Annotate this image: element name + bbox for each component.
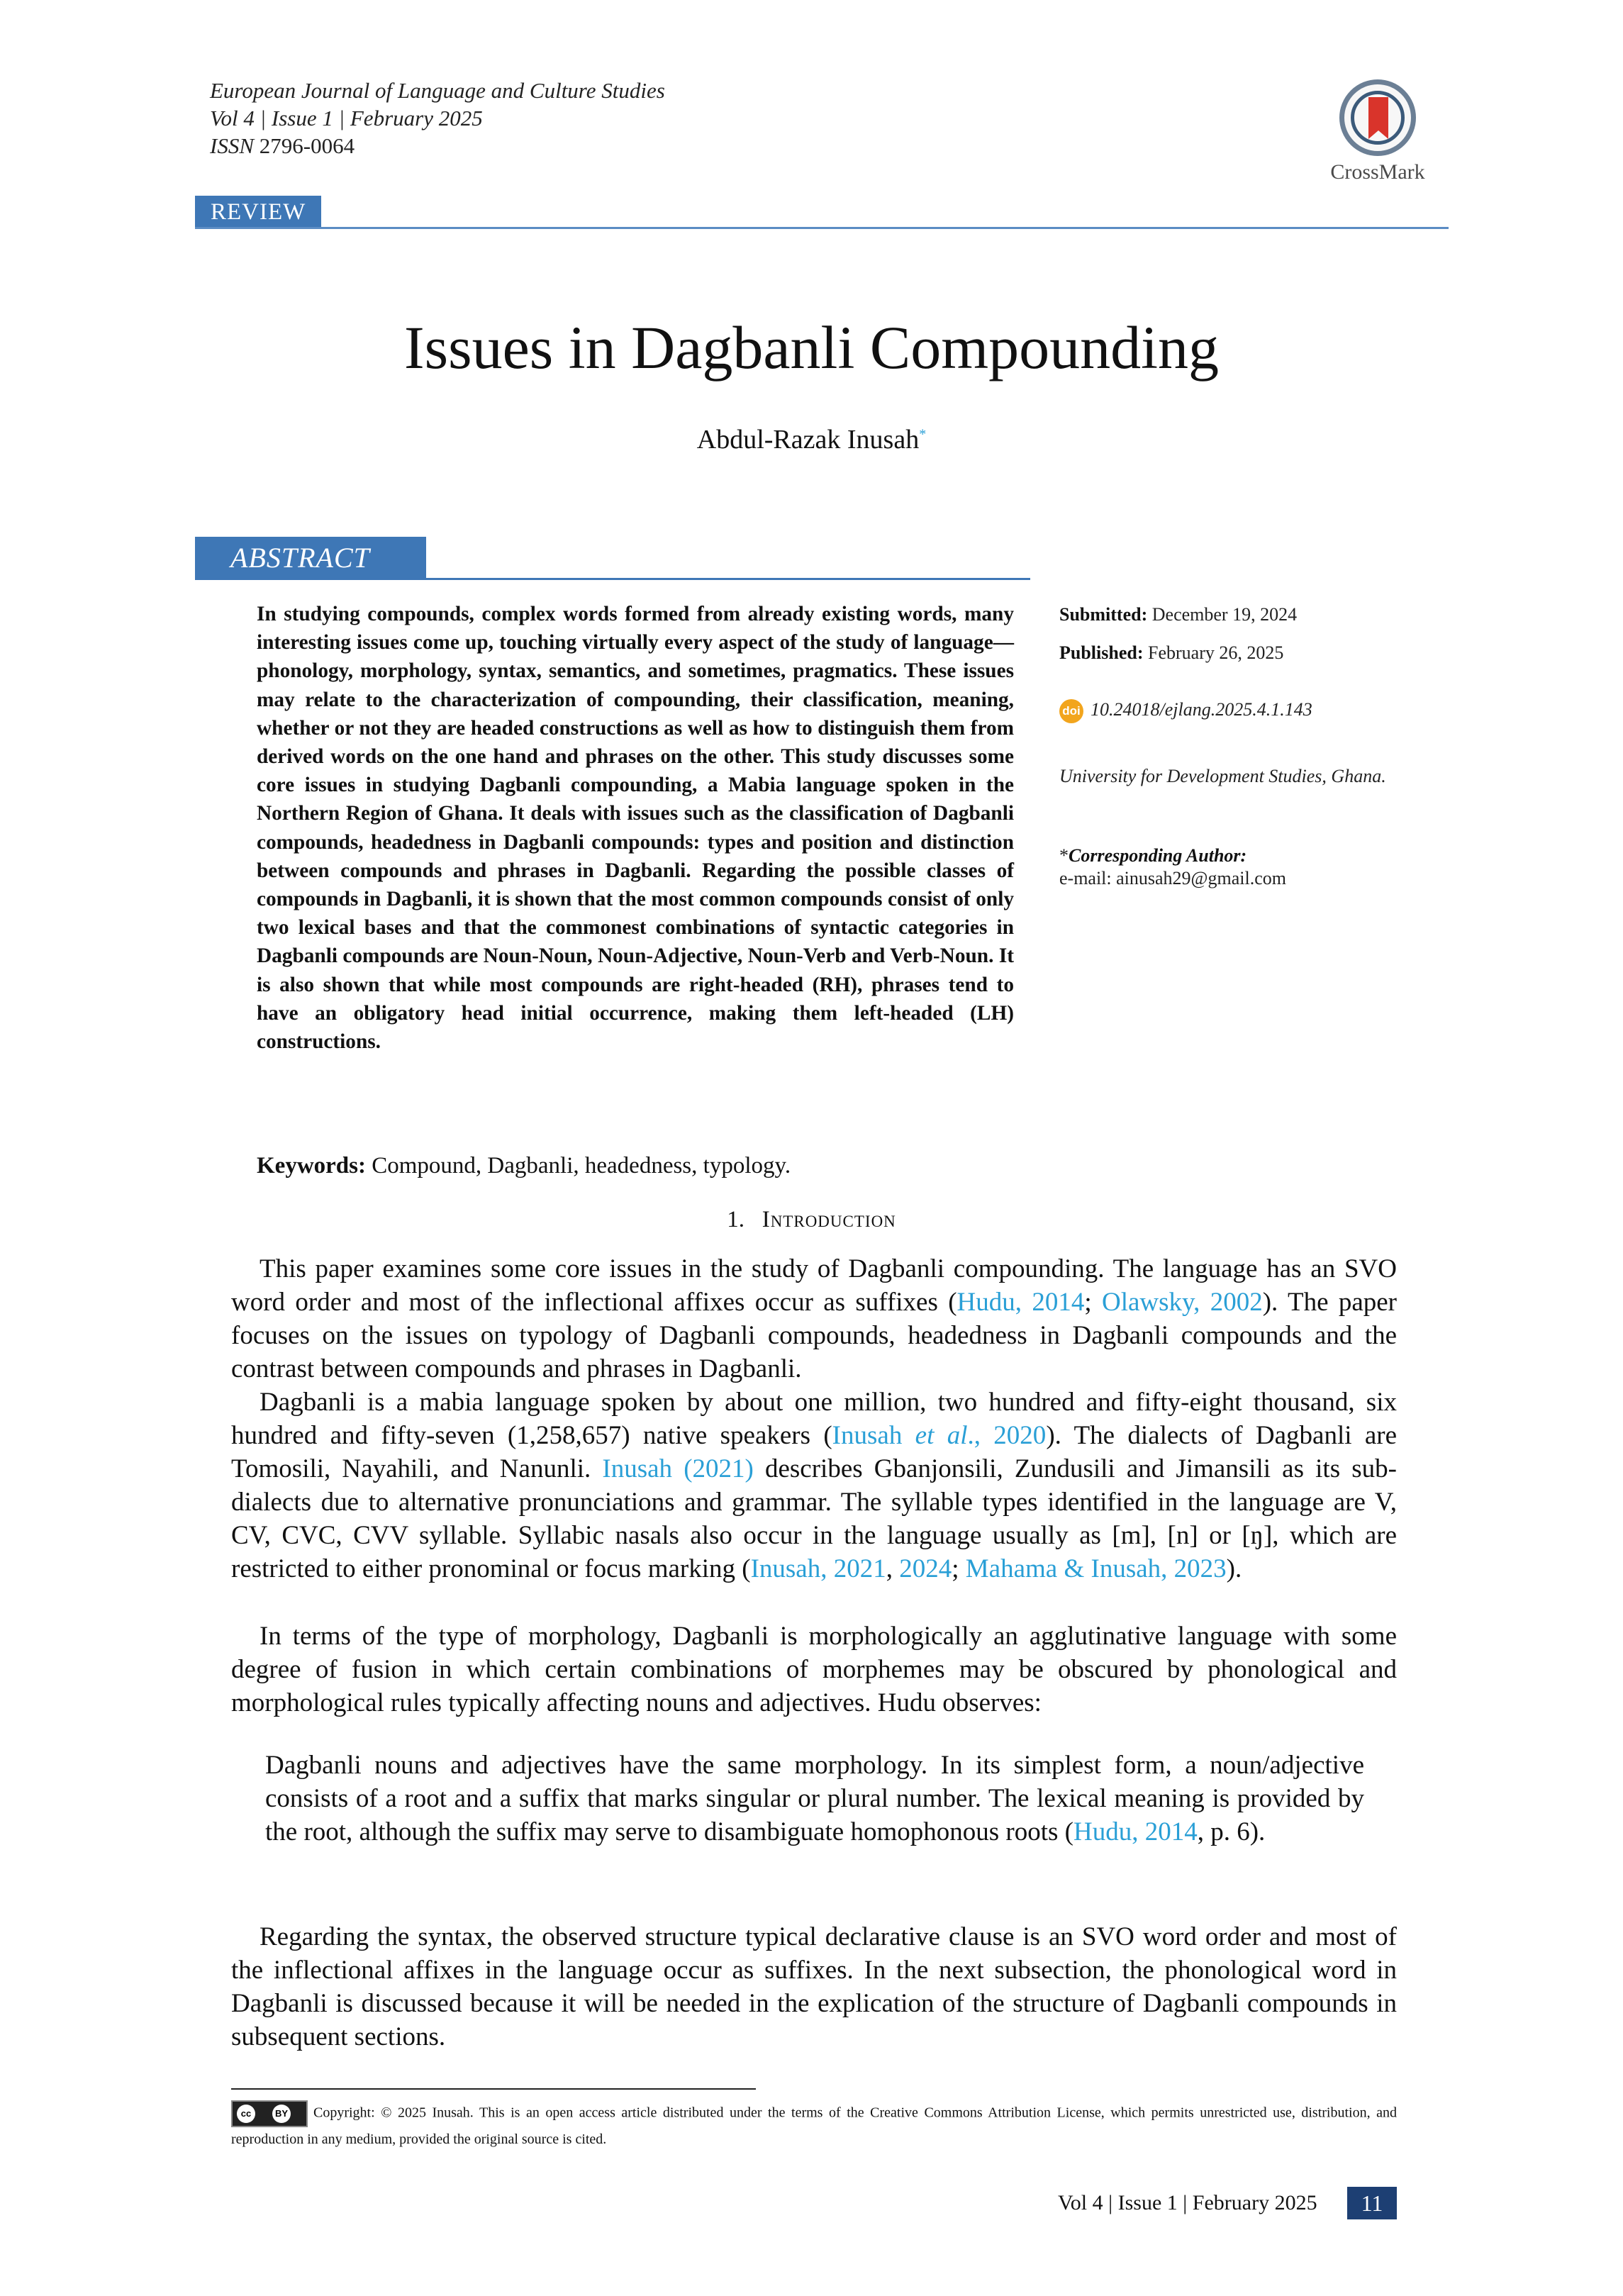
affiliation: University for Development Studies, Ghana.	[1059, 766, 1386, 786]
published-date: February 26, 2025	[1148, 642, 1284, 663]
author-line	[0, 424, 1623, 455]
submitted-date: December 19, 2024	[1151, 604, 1298, 625]
paragraph-2: Dagbanli is a mabia language spoken by about one million, two hundred and fifty-eight thousand, six hundred and fifty-seven (1,258,657) native speakers (Inusah et al., 2020). The dialects of Dagbanli are Tomosili, Nayahili, and Nanunli. Inusah (2021) describes Gbanjonsili, Zundusili and Jimansili as its sub-dialects due to alternative pronunciations and grammar. The syllable types identified in the language are V, CV, CVC, CVV syllable. Syllabic nasals also occur in the language usually as [m], [n] or [ŋ], which are restricted to either pronominal or focus marking (Inusah, 2021, 2024; Mahama & Inusah, 2023).	[231, 1388, 1398, 1583]
crossmark-label: CrossMark	[1330, 160, 1425, 184]
corr-mark: *	[1059, 845, 1069, 866]
paragraph-1: This paper examines some core issues in the study of Dagbanli compounding. The language has an SVO word order and most of the inflectional affixes occur as suffixes (Hudu, 2014; Olawsky, 2002). The paper focuses on the issues on typology of Dagbanli compounds, headedness in Dagbanli compounds and the contrast between compounds and phrases in Dagbanli.	[231, 1254, 1397, 1383]
submitted-label: Submitted:	[1059, 604, 1148, 625]
abstract-tab	[195, 537, 426, 579]
author-name: Abdul-Razak Inusah	[696, 425, 920, 455]
running-footer: Vol 4 | Issue 1 | February 2025	[1058, 2191, 1317, 2214]
page-number: 11	[1347, 2187, 1397, 2219]
issn-label: ISSN	[210, 133, 254, 158]
issn-line	[210, 132, 665, 160]
submitted-row	[1059, 603, 1297, 627]
corresponding-author	[1059, 844, 1246, 868]
doi-row[interactable]	[1059, 698, 1312, 723]
citation-link[interactable]: Hudu, 2014	[1073, 1817, 1198, 1846]
license-note	[231, 2100, 1397, 2152]
corr-email[interactable]: e-mail: ainusah29@gmail.com	[1059, 868, 1286, 888]
article-type-badge: REVIEW	[195, 196, 321, 228]
published-label: Published:	[1059, 642, 1144, 663]
license-text: Copyright: © 2025 Inusah. This is an open access article distributed under the terms of the Creative Commons Attribution License, which permits unrestricted use, distribution, and reproduction in any medium, provided the original source is cited.	[231, 2105, 1397, 2147]
keywords-label: Keywords:	[257, 1153, 366, 1178]
citation-link[interactable]: Olawsky, 2002	[1101, 1288, 1263, 1317]
citation-link[interactable]: Mahama & Inusah, 2023	[965, 1554, 1227, 1583]
citation-link[interactable]: Hudu, 2014	[956, 1288, 1085, 1317]
published-row	[1059, 641, 1283, 665]
author-mark[interactable]: *	[919, 426, 927, 442]
footnote-divider	[231, 2088, 756, 2090]
journal-name: European Journal of Language and Culture Studies	[210, 78, 665, 103]
section-heading	[0, 1207, 1623, 1233]
block-quote: Dagbanli nouns and adjectives have the same morphology. In its simplest form, a noun/adjective consists of a root and a suffix that marks singular or plural number. The lexical meaning is provided by the root, although the suffix may serve to disambiguate homophonous roots (Hudu, 2014, p. 6).	[265, 1751, 1364, 1846]
abstract-divider	[195, 578, 1030, 580]
volume-line: Vol 4 | Issue 1 | February 2025	[210, 106, 483, 130]
citation-link[interactable]: Inusah (2021)	[602, 1454, 754, 1483]
keywords	[257, 1153, 791, 1179]
crossmark-icon	[1339, 79, 1416, 156]
abstract-heading: ABSTRACT	[230, 542, 370, 574]
keywords-text: Compound, Dagbanli, headedness, typology.	[372, 1153, 791, 1178]
citation-link[interactable]: Inusah, 2021	[750, 1554, 886, 1583]
paragraph-4: Regarding the syntax, the observed structure typical declarative clause is an SVO word order and most of the inflectional affixes in the language occur as suffixes. In the next subsection, the phonological word in Dagbanli is discussed because it will be needed in the explication of the structure of Dagbanli compounds in subsequent sections.	[231, 1922, 1397, 2051]
doi-icon: doi	[1059, 699, 1083, 723]
paragraph-3: In terms of the type of morphology, Dagbanli is morphologically an agglutinative language with some degree of fusion in which certain combinations of morphemes may be obscured by phonological and morphological rules typically affecting nouns and adjectives. Hudu observes:	[231, 1622, 1397, 1717]
doi-link[interactable]: 10.24018/ejlang.2025.4.1.143	[1091, 699, 1312, 720]
journal-header	[210, 77, 665, 160]
article-title: Issues in Dagbanli Compounding	[404, 313, 1219, 381]
crossmark-logo[interactable]	[1324, 79, 1431, 193]
section-number: 1.	[727, 1207, 744, 1232]
abstract-text: In studying compounds, complex words formed from already existing words, many interesting issues come up, touching virtually every aspect of the study of language—phonology, morphology, syntax, semantics, and sometimes, pragmatics. These issues may relate to the characterization of compounding, their classification, meaning, whether or not they are headed constructions as well as how to distinguish them from derived words on the one hand and phrases on the other. This study discusses some core issues in studying Dagbanli compounding, a Mabia language spoken in the Northern Region of Ghana. It deals with issues such as the classification of Dagbanli compounds, headedness in Dagbanli compounds: types and position and distinction between compounds and phrases in Dagbanli. Regarding the possible classes of compounds in Dagbanli, it is shown that the most common compounds consist of only two lexical bases and that the commonest combinations of syntactic categories in Dagbanli compounds are Noun-Noun, Noun-Adjective, Noun-Verb and Verb-Noun. It is also shown that while most compounds are right-headed (RH), phrases tend to have an obligatory head initial occurrence, making them left-headed (LH) constructions.	[257, 603, 1014, 1054]
section-title: Introduction	[762, 1207, 896, 1232]
issn-number: 2796-0064	[259, 133, 355, 158]
citation-link[interactable]: Inusah et al., 2020	[832, 1421, 1047, 1450]
citation-link[interactable]: 2024	[899, 1554, 952, 1583]
header-divider	[195, 227, 1449, 229]
cc-by-icon[interactable]: cc BY	[231, 2100, 308, 2127]
corr-label: Corresponding Author:	[1069, 845, 1247, 866]
